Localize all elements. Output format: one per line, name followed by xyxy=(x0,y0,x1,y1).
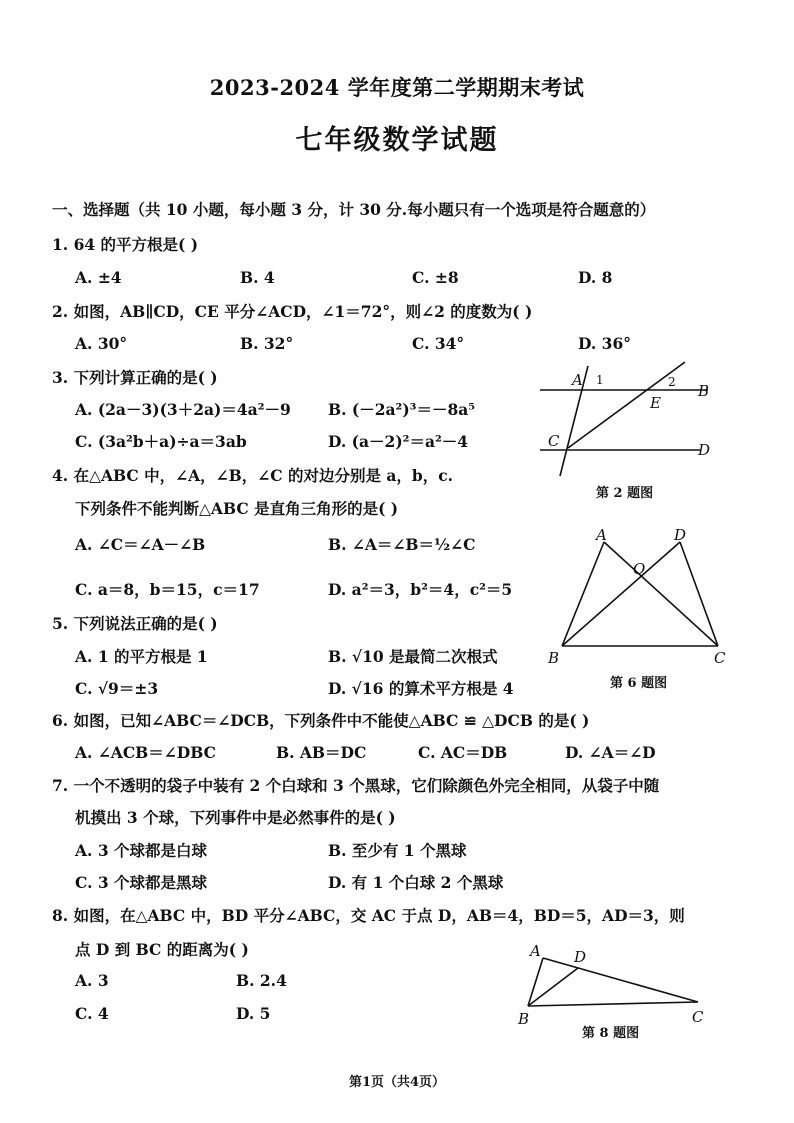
question-7-stem: 7. 一个不透明的袋子中装有 2 个白球和 3 个黑球，它们除颜色外完全相同，从袋子中随 xyxy=(52,776,660,795)
q1-option-c: C. ±8 xyxy=(412,268,459,287)
label-a: A xyxy=(530,942,541,960)
question-4-stem: 4. 在△ABC 中，∠A，∠B，∠C 的对边分别是 a，b，c. xyxy=(52,466,454,485)
q3-option-b: B. (－2a²)³＝－8a⁵ xyxy=(328,400,476,419)
q8-option-d: D. 5 xyxy=(236,1004,271,1023)
segment-ab xyxy=(562,542,604,646)
q6-option-a: A. ∠ACB＝∠DBC xyxy=(75,743,216,762)
q5-option-d: D. √16 的算术平方根是 4 xyxy=(328,679,514,698)
q7-option-c: C. 3 个球都是黑球 xyxy=(75,873,208,892)
q5-option-c: C. √9＝±3 xyxy=(75,679,159,698)
segment-ab xyxy=(528,958,543,1006)
question-5-stem: 5. 下列说法正确的是( ) xyxy=(52,614,218,633)
q8-option-b: B. 2.4 xyxy=(236,971,287,990)
figure-8-diagram xyxy=(510,938,710,1030)
q4-option-c: C. a＝8，b＝15，c＝17 xyxy=(75,580,260,599)
q7-option-b: B. 至少有 1 个黑球 xyxy=(328,841,467,860)
q7-option-d: D. 有 1 个白球 2 个黑球 xyxy=(328,873,504,892)
q6-option-d: D. ∠A＝∠D xyxy=(565,743,656,762)
label-c: C xyxy=(548,432,560,450)
segment-bc xyxy=(528,1002,698,1006)
q6-option-b: B. AB＝DC xyxy=(276,743,367,762)
segment-bd xyxy=(528,968,578,1006)
q1-option-a: A. ±4 xyxy=(75,268,122,287)
paper-subtitle: 七年级数学试题 xyxy=(295,125,499,156)
label-c: C xyxy=(714,649,726,667)
label-o: O xyxy=(633,560,646,578)
q1-option-b: B. 4 xyxy=(240,268,275,287)
question-3-stem: 3. 下列计算正确的是( ) xyxy=(52,368,218,387)
label-d: D xyxy=(574,948,587,966)
q2-option-d: D. 36° xyxy=(578,334,632,353)
q5-option-a: A. 1 的平方根是 1 xyxy=(75,647,208,666)
question-8-stem: 8. 如图，在△ABC 中，BD 平分∠ABC，交 AC 于点 D，AB＝4，BD＝5，AD＝3，则 xyxy=(52,906,685,925)
segment-dc xyxy=(680,542,718,646)
label-b: B xyxy=(698,382,710,400)
q7-option-a: A. 3 个球都是白球 xyxy=(75,841,208,860)
label-d: D xyxy=(674,528,687,544)
q4-option-d: D. a²＝3，b²＝4，c²＝5 xyxy=(328,580,513,599)
label-b: B xyxy=(548,649,560,667)
question-4-stem-line2: 下列条件不能判断△ABC 是直角三角形的是( ) xyxy=(75,499,399,518)
q3-option-c: C. (3a²b＋a)÷a＝3ab xyxy=(75,432,247,451)
question-2-stem: 2. 如图，AB∥CD，CE 平分∠ACD，∠1＝72°，则∠2 的度数为( ) xyxy=(52,302,533,321)
figure-2-caption: 第 2 题图 xyxy=(596,486,654,501)
label-b: B xyxy=(518,1010,530,1028)
q3-option-a: A. (2a－3)(3＋2a)＝4a²－9 xyxy=(75,400,291,419)
q1-option-d: D. 8 xyxy=(578,268,613,287)
label-a: A xyxy=(572,371,583,389)
page-number: 第1页（共4页） xyxy=(348,1075,446,1090)
figure-6-diagram xyxy=(540,528,740,670)
figure-8-caption: 第 8 题图 xyxy=(582,1026,640,1041)
q2-option-c: C. 34° xyxy=(412,334,465,353)
question-6-stem: 6. 如图，已知∠ABC＝∠DCB，下列条件中不能使△ABC ≌ △DCB 的是( ) xyxy=(52,711,590,730)
q5-option-b: B. √10 是最简二次根式 xyxy=(328,647,498,666)
label-a: A xyxy=(596,528,607,544)
label-angle-1: 1 xyxy=(596,373,604,387)
q4-option-b: B. ∠A＝∠B＝½∠C xyxy=(328,535,476,554)
q4-option-a: A. ∠C＝∠A－∠B xyxy=(75,535,206,554)
section-heading: 一、选择题（共 10 小题，每小题 3 分，计 30 分.每小题只有一个选项是符合题意的） xyxy=(52,200,656,219)
question-1-stem: 1. 64 的平方根是( ) xyxy=(52,235,199,254)
exam-title: 2023-2024 学年度第二学期期末考试 xyxy=(209,75,585,100)
segment-ac xyxy=(543,958,698,1002)
q8-option-c: C. 4 xyxy=(75,1004,109,1023)
q8-option-a: A. 3 xyxy=(75,971,109,990)
q3-option-d: D. (a－2)²＝a²－4 xyxy=(328,432,469,451)
figure-6-caption: 第 6 题图 xyxy=(610,676,668,691)
question-7-stem-line2: 机摸出 3 个球，下列事件中是必然事件的是( ) xyxy=(75,808,396,827)
question-8-stem-line2: 点 D 到 BC 的距离为( ) xyxy=(75,940,249,959)
label-e: E xyxy=(650,394,661,412)
q2-option-b: B. 32° xyxy=(240,334,294,353)
label-c: C xyxy=(692,1008,704,1026)
label-d: D xyxy=(698,441,711,459)
q2-option-a: A. 30° xyxy=(75,334,128,353)
q6-option-c: C. AC＝DB xyxy=(418,743,508,762)
label-angle-2: 2 xyxy=(668,375,676,389)
figure-2-diagram xyxy=(530,358,735,483)
